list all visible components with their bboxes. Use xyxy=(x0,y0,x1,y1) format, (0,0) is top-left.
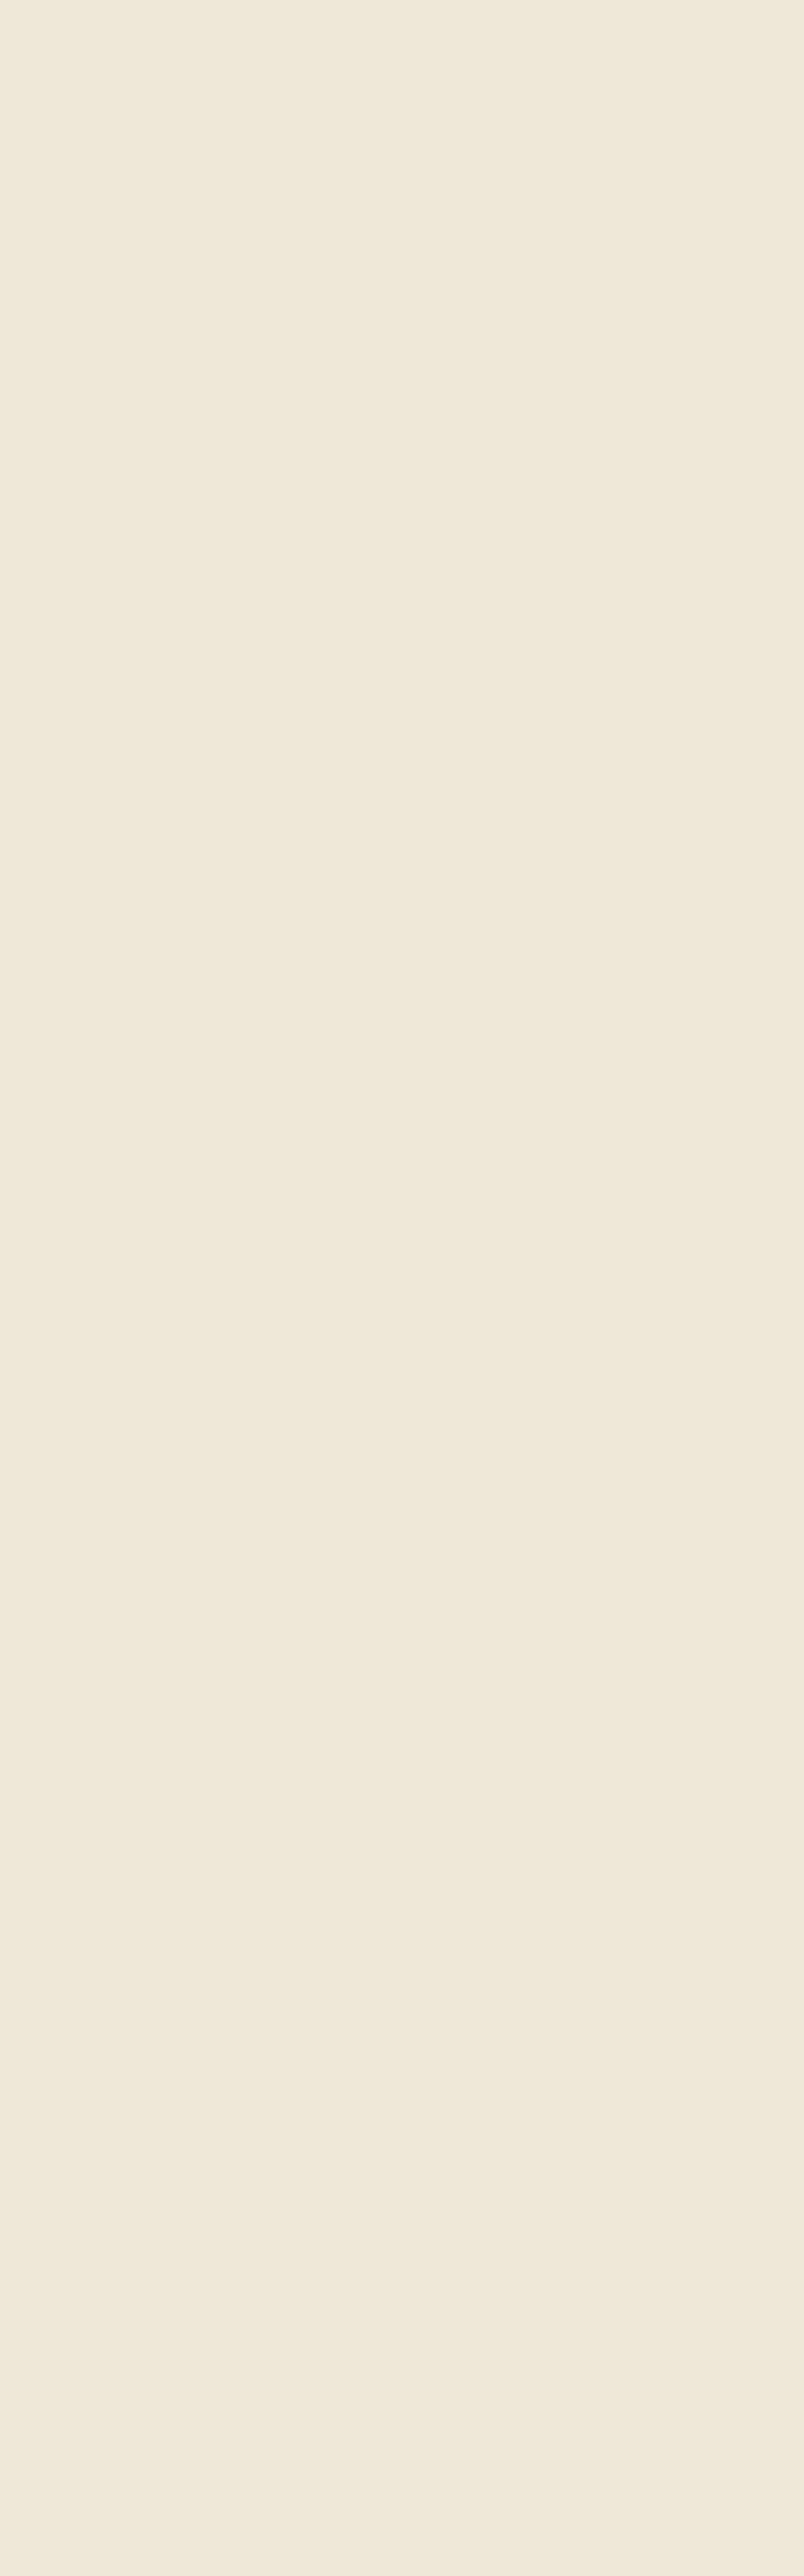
body-text-block xyxy=(103,98,701,2576)
